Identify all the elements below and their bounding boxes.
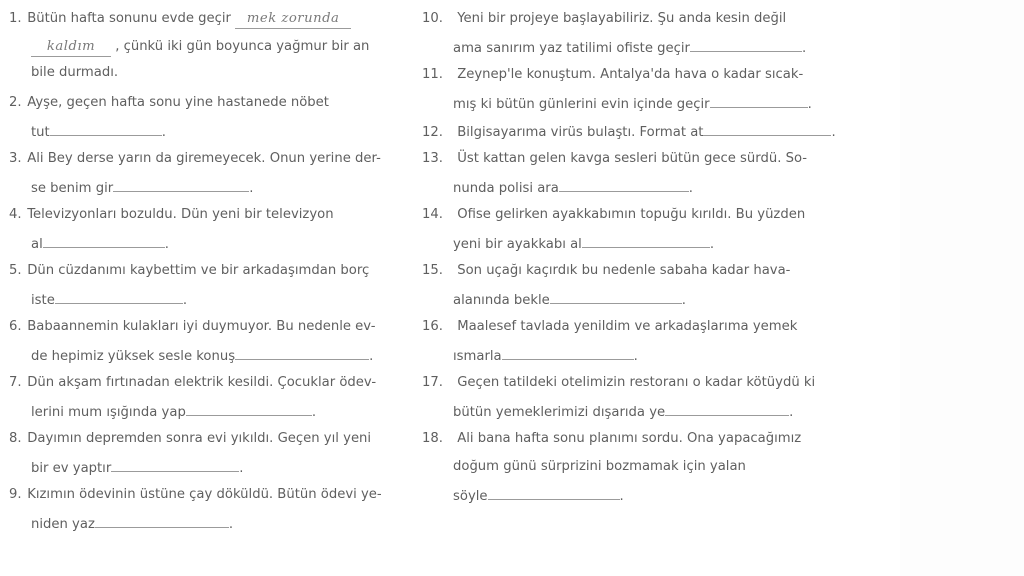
item-text: Ofise gelirken ayakkabımın topuğu kırıldı. Bu yüzden: [457, 207, 806, 222]
item-text: Zeynep'le konuştum. Antalya'da hava o kadar sıcak-: [457, 67, 804, 82]
item-18-line-3: [453, 486, 624, 504]
answer-blank[interactable]: [665, 402, 789, 416]
item-number: 12.: [422, 125, 443, 140]
answer-blank[interactable]: [559, 178, 689, 192]
item-2-line-1: [9, 94, 329, 112]
item-text: Bilgisayarıma virüs bulaştı. Format at: [457, 125, 704, 140]
item-text: söyle: [453, 489, 488, 504]
item-text: Yeni bir projeye başlayabiliriz. Şu anda kesin değil: [457, 11, 787, 26]
item-text: alanında bekle: [453, 293, 550, 308]
answer-blank[interactable]: [113, 178, 249, 192]
answer-blank[interactable]: [710, 94, 808, 108]
item-number: 2.: [9, 95, 22, 110]
period: .: [709, 237, 715, 252]
item-12-line-1: [422, 122, 836, 140]
item-3-line-2: [31, 178, 253, 196]
answer-blank[interactable]: [111, 458, 239, 472]
period: .: [619, 489, 624, 504]
item-text: , çünkü iki gün boyunca yağmur bir an: [115, 39, 370, 54]
item-10-line-1: [422, 10, 786, 28]
item-text: ısmarla: [453, 349, 502, 364]
item-11-line-1: [422, 66, 803, 84]
item-text: Geçen tatildeki otelimizin restoranı o kadar kötüydü ki: [457, 375, 816, 390]
period: .: [228, 517, 234, 532]
item-text: Üst kattan gelen kavga sesleri bütün gece sürdü. So-: [457, 151, 808, 166]
item-18-line-1: [422, 430, 801, 448]
answer-blank-filled[interactable]: mek zorunda: [235, 10, 351, 29]
item-6-line-1: [9, 318, 375, 336]
item-9-line-2: [31, 514, 233, 532]
item-18-line-2: [453, 458, 746, 476]
period: .: [311, 405, 317, 420]
period: .: [633, 349, 638, 364]
answer-blank[interactable]: [55, 290, 183, 304]
item-text: Bütün hafta sonunu evde geçir: [27, 11, 231, 26]
item-number: 9.: [9, 487, 22, 502]
period: .: [681, 293, 686, 308]
answer-blank[interactable]: [703, 122, 831, 136]
period: .: [239, 461, 244, 476]
item-text: Dayımın depremden sonra evi yıkıldı. Geçen yıl yeni: [27, 431, 372, 446]
item-text: Ali bana hafta sonu planımı sordu. Ona yapacağımız: [457, 431, 802, 446]
item-text: Ali Bey derse yarın da giremeyecek. Onun yerine der-: [27, 151, 381, 166]
answer-blank[interactable]: [95, 514, 229, 528]
item-4-line-1: [9, 206, 334, 224]
item-number: 17.: [422, 375, 443, 390]
period: .: [789, 405, 794, 420]
answer-blank[interactable]: [43, 234, 165, 248]
item-text: iste: [31, 293, 55, 308]
item-7-line-1: [9, 374, 376, 392]
item-14-line-1: [422, 206, 805, 224]
item-17-line-2: [453, 402, 793, 420]
item-number: 4.: [9, 207, 22, 222]
period: .: [161, 125, 166, 140]
item-5-line-2: [31, 290, 187, 308]
answer-blank[interactable]: [50, 122, 162, 136]
item-8-line-1: [9, 430, 371, 448]
item-text: mış ki bütün günlerini evin içinde geçir: [453, 97, 710, 112]
item-9-line-1: [9, 486, 382, 504]
item-text: ama sanırım yaz tatilimi ofiste geçir: [453, 41, 690, 56]
item-text: de hepimiz yüksek sesle konuş: [31, 349, 236, 364]
period: .: [807, 97, 812, 112]
period: .: [369, 349, 374, 364]
item-text: bir ev yaptır: [31, 461, 112, 476]
period: .: [249, 181, 254, 196]
answer-blank[interactable]: [235, 346, 369, 360]
item-text: Kızımın ödevinin üstüne çay döküldü. Bütün ödevi ye-: [27, 487, 382, 502]
item-6-line-2: [31, 346, 373, 364]
item-8-line-2: [31, 458, 243, 476]
item-2-line-2: [31, 122, 166, 140]
period: .: [688, 181, 693, 196]
item-11-line-2: [453, 94, 812, 112]
item-number: 8.: [9, 431, 22, 446]
item-number: 6.: [9, 319, 22, 334]
item-text: tut: [31, 125, 50, 140]
item-text: Dün akşam fırtınadan elektrik kesildi. Çocuklar ödev-: [27, 375, 377, 390]
answer-blank[interactable]: [690, 38, 802, 52]
item-number: 7.: [9, 375, 22, 390]
item-1-line-3: [31, 64, 118, 82]
item-16-line-1: [422, 318, 797, 336]
item-text: nunda polisi ara: [453, 181, 559, 196]
answer-blank[interactable]: [502, 346, 634, 360]
item-text: Televizyonları bozuldu. Dün yeni bir televizyon: [27, 207, 334, 222]
item-15-line-2: [453, 290, 686, 308]
item-number: 11.: [422, 67, 443, 82]
item-13-line-2: [453, 178, 693, 196]
item-number: 18.: [422, 431, 443, 446]
period: .: [164, 237, 169, 252]
answer-blank[interactable]: [186, 402, 312, 416]
item-number: 15.: [422, 263, 443, 278]
item-text: doğum günü sürprizini bozmamak için yalan: [453, 459, 746, 474]
item-number: 16.: [422, 319, 443, 334]
item-text: Maalesef tavlada yenildim ve arkadaşlarıma yemek: [457, 319, 798, 334]
item-1-line-2: [31, 38, 369, 56]
item-text: Babaannemin kulakları iyi duymuyor. Bu nedenle ev-: [27, 319, 376, 334]
item-10-line-2: [453, 38, 806, 56]
item-15-line-1: [422, 262, 790, 280]
item-text: Dün cüzdanımı kaybettim ve bir arkadaşımdan borç: [27, 263, 370, 278]
item-16-line-2: [453, 346, 638, 364]
item-number: 3.: [9, 151, 22, 166]
item-1-line-1: [9, 10, 351, 28]
item-4-line-2: [31, 234, 169, 252]
item-7-line-2: [31, 402, 316, 420]
item-13-line-1: [422, 150, 807, 168]
item-number: 5.: [9, 263, 22, 278]
item-number: 10.: [422, 11, 443, 26]
answer-blank[interactable]: [488, 486, 620, 500]
item-text: niden yaz: [31, 517, 95, 532]
item-text: al: [31, 237, 43, 252]
item-14-line-2: [453, 234, 714, 252]
answer-blank-filled[interactable]: kaldım: [31, 38, 111, 57]
item-text: bütün yemeklerimizi dışarıda ye: [453, 405, 666, 420]
item-text: Son uçağı kaçırdık bu nedenle sabaha kadar hava-: [457, 263, 791, 278]
item-5-line-1: [9, 262, 369, 280]
item-text: se benim gir: [31, 181, 114, 196]
item-text: bile durmadı.: [31, 65, 119, 80]
item-number: 13.: [422, 151, 443, 166]
item-text: Ayşe, geçen hafta sonu yine hastanede nöbet: [27, 95, 329, 110]
answer-blank[interactable]: [582, 234, 710, 248]
answer-blank[interactable]: [550, 290, 682, 304]
item-17-line-1: [422, 374, 815, 392]
period: .: [801, 41, 807, 56]
period: .: [182, 293, 188, 308]
item-number: 14.: [422, 207, 443, 222]
item-text: yeni bir ayakkabı al: [453, 237, 582, 252]
period: .: [831, 125, 836, 140]
page-margin: [900, 0, 1024, 576]
item-3-line-1: [9, 150, 381, 168]
item-number: 1.: [9, 11, 22, 26]
item-text: lerini mum ışığında yap: [31, 405, 186, 420]
